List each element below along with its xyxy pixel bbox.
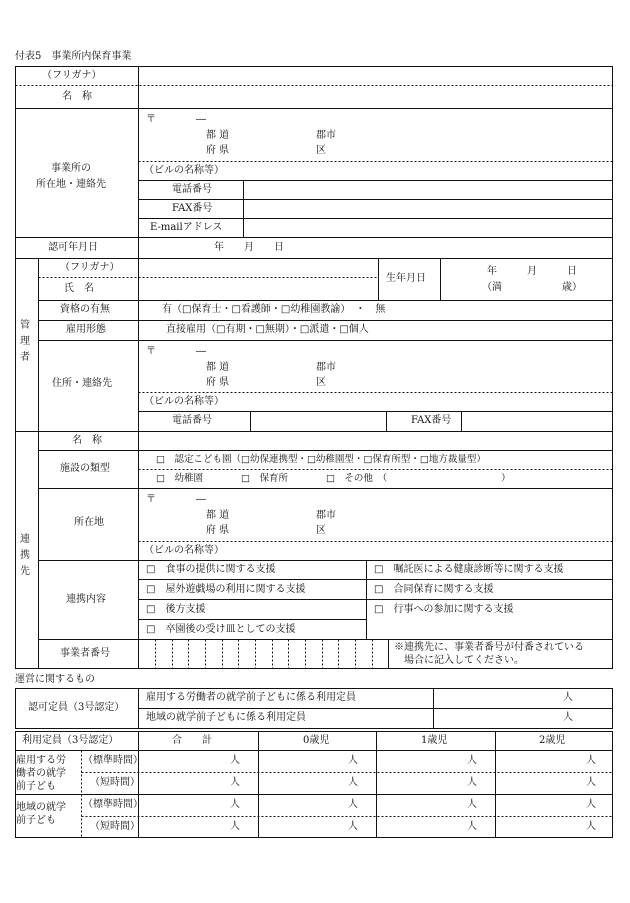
business-number-label: 事業者番号 bbox=[60, 648, 110, 659]
qualification-label: 資格の有無 bbox=[60, 304, 110, 315]
manager-todofuken-top: 都 道 bbox=[206, 362, 230, 373]
capacity-local-label: 地域の就学前子どもに係る利用定員 bbox=[146, 712, 306, 723]
partner-building-label: （ビルの名称等） bbox=[144, 545, 224, 556]
unit-r2-total: 人 bbox=[230, 777, 240, 788]
furigana-label: （フリガナ） bbox=[42, 70, 102, 81]
manager-gunshi-bottom: 区 bbox=[316, 377, 326, 388]
manager-name-label: 氏 名 bbox=[64, 283, 94, 294]
unit-r4-total: 人 bbox=[230, 821, 240, 832]
gunshi-bottom: 区 bbox=[316, 145, 326, 156]
postal-mark: 〒 ― bbox=[146, 114, 206, 125]
unit-r4-age1: 人 bbox=[467, 821, 477, 832]
usage-capacity-label: 利用定員（3号認定） bbox=[22, 735, 119, 746]
partner-todofuken-bottom: 府 県 bbox=[206, 525, 230, 536]
unit-r3-age2: 人 bbox=[586, 799, 596, 810]
manager-furigana-label: （フリガナ） bbox=[60, 262, 120, 273]
approval-date-value: 年 月 日 bbox=[214, 242, 284, 253]
collab-item-outdoor: □ 屋外遊戯場の利用に関する支援 bbox=[146, 584, 306, 595]
row2-short-label: （短時間） bbox=[90, 821, 140, 832]
manager-postal-mark: 〒 ― bbox=[146, 346, 206, 357]
collab-item-meal: □ 食事の提供に関する支援 bbox=[146, 564, 276, 575]
unit-r2-age1: 人 bbox=[467, 777, 477, 788]
capacity-employee-label: 雇用する労働者の就学前子どもに係る利用定員 bbox=[146, 692, 356, 703]
manager-fax-label: FAX番号 bbox=[411, 415, 452, 426]
partner-side-label: 連 携 先 bbox=[20, 534, 30, 577]
manager-todofuken-bottom: 府 県 bbox=[206, 377, 230, 388]
tel-label: 電話番号 bbox=[172, 184, 212, 195]
collab-item-joint-care: □ 合同保育に関する支援 bbox=[374, 584, 494, 595]
facility-type-label: 施設の類型 bbox=[60, 463, 110, 474]
birth-value-date: 年 月 日 bbox=[487, 266, 577, 277]
manager-address-label: 住所・連絡先 bbox=[52, 378, 112, 389]
partner-address-label: 所在地 bbox=[74, 517, 104, 528]
row1-std-label: （標準時間） bbox=[83, 755, 143, 766]
partner-gunshi-bottom: 区 bbox=[316, 525, 326, 536]
row2-std-label: （標準時間） bbox=[83, 799, 143, 810]
collab-item-events: □ 行事への参加に関する支援 bbox=[374, 604, 514, 615]
approval-date-label: 認可年月日 bbox=[48, 242, 98, 253]
row1-short-label: （短時間） bbox=[90, 777, 140, 788]
partner-gunshi-top: 郡市 bbox=[316, 510, 336, 521]
partner-name-label: 名 称 bbox=[72, 435, 102, 446]
approved-capacity-label: 認可定員（3号認定） bbox=[28, 702, 125, 713]
operation-section-title: 運営に関するもの bbox=[15, 674, 95, 685]
todofuken-top: 都 道 bbox=[206, 130, 230, 141]
col-age2: 2歳児 bbox=[539, 735, 566, 746]
unit-r1-total: 人 bbox=[230, 755, 240, 766]
col-age0: 0歳児 bbox=[303, 735, 330, 746]
email-label: E-mailアドレス bbox=[150, 222, 223, 233]
unit-r2-age0: 人 bbox=[348, 777, 358, 788]
birth-label: 生年月日 bbox=[386, 273, 426, 284]
collab-item-backup: □ 後方支援 bbox=[146, 604, 206, 615]
partner-postal-mark: 〒 ― bbox=[146, 494, 206, 505]
facility-type-line2: □ 幼稚園 □ 保育所 □ その他 （ ） bbox=[156, 473, 511, 484]
fax-label: FAX番号 bbox=[172, 203, 213, 214]
office-name-label: 名 称 bbox=[62, 91, 92, 102]
form-title: 付表5 事業所内保育事業 bbox=[15, 51, 132, 62]
business-number-note-1: ※連携先に、事業者番号が付番されている bbox=[394, 642, 584, 653]
gunshi-top: 郡市 bbox=[316, 130, 336, 141]
unit-r1-age2: 人 bbox=[586, 755, 596, 766]
unit-r3-age1: 人 bbox=[467, 799, 477, 810]
unit-r4-age0: 人 bbox=[348, 821, 358, 832]
manager-tel-label: 電話番号 bbox=[172, 415, 212, 426]
capacity-local-unit: 人 bbox=[563, 712, 573, 723]
manager-building-label: （ビルの名称等） bbox=[144, 396, 224, 407]
collab-item-after-grad: □ 卒園後の受け皿としての支援 bbox=[146, 624, 296, 635]
unit-r3-age0: 人 bbox=[348, 799, 358, 810]
collab-content-label: 連携内容 bbox=[66, 594, 106, 605]
collab-item-health: □ 嘱託医による健康診断等に関する支援 bbox=[374, 564, 564, 575]
col-age1: 1歳児 bbox=[421, 735, 448, 746]
group-local-children: 地域の就学 前子ども bbox=[16, 802, 66, 826]
qualification-value: 有（□保育士・□看護師・□幼稚園教諭） ・ 無 bbox=[162, 304, 386, 315]
office-address-label: 事業所の 所在地・連絡先 bbox=[36, 163, 106, 190]
todofuken-bottom: 府 県 bbox=[206, 145, 230, 156]
unit-r4-age2: 人 bbox=[586, 821, 596, 832]
employment-label: 雇用形態 bbox=[66, 324, 106, 335]
birth-value-age: （満 歳） bbox=[482, 282, 582, 293]
business-number-note-2: 場合に記入してください。 bbox=[404, 655, 524, 666]
col-total: 合 計 bbox=[172, 735, 212, 746]
employment-value: 直接雇用（□有期・□無期）・□派遣・□個人 bbox=[166, 324, 369, 335]
unit-r2-age2: 人 bbox=[586, 777, 596, 788]
manager-side-label: 管 理 者 bbox=[20, 320, 30, 363]
building-label: （ビルの名称等） bbox=[144, 165, 224, 176]
capacity-employee-unit: 人 bbox=[563, 692, 573, 703]
manager-gunshi-top: 郡市 bbox=[316, 362, 336, 373]
facility-type-line1: □ 認定こども園（□幼保連携型・□幼稚園型・□保育所型・□地方裁量型） bbox=[156, 454, 486, 465]
partner-todofuken-top: 都 道 bbox=[206, 510, 230, 521]
unit-r1-age1: 人 bbox=[467, 755, 477, 766]
unit-r1-age0: 人 bbox=[348, 755, 358, 766]
group-employee-children: 雇用する労 働者の就学 前子ども bbox=[16, 755, 66, 792]
unit-r3-total: 人 bbox=[230, 799, 240, 810]
